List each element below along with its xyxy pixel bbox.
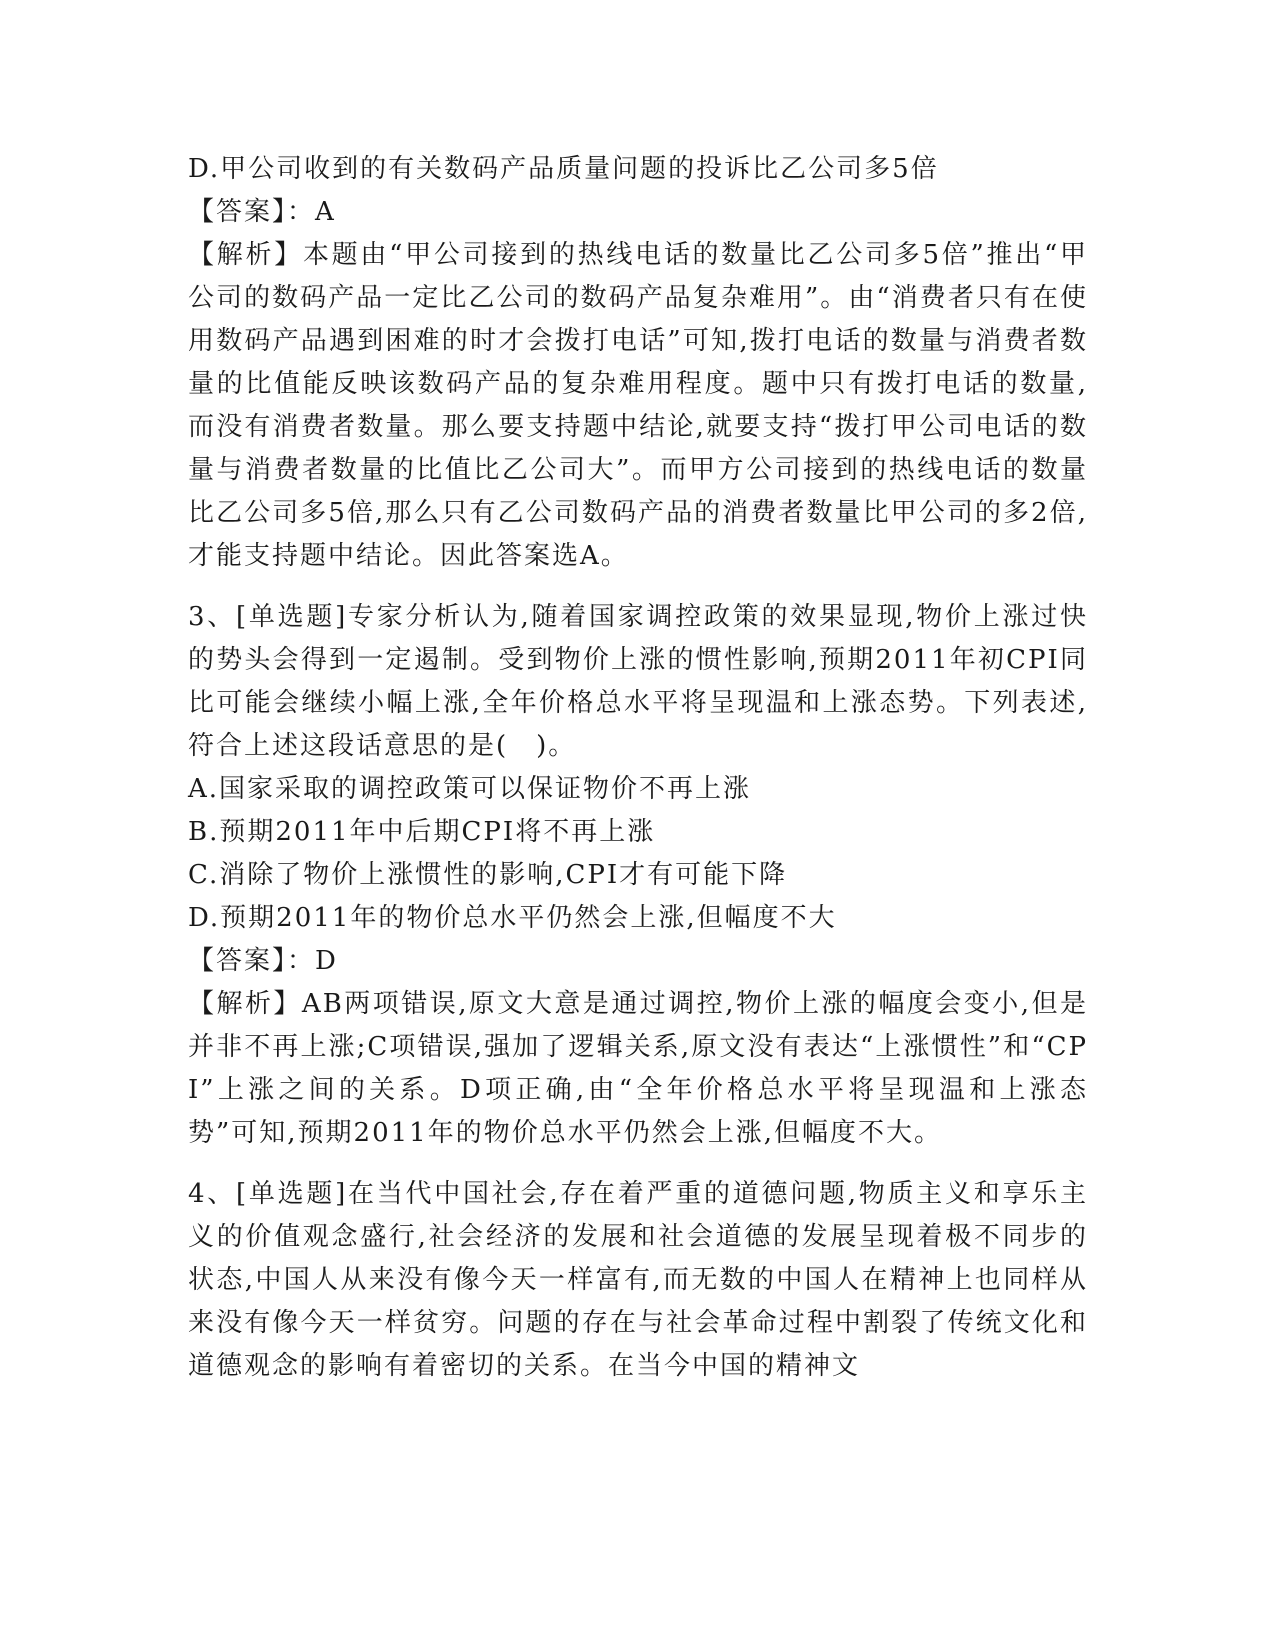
q4-stem: 4、[单选题]在当代中国社会,存在着严重的道德问题,物质主义和享乐主义的价值观念盛行,社会经济的发展和社会道德的发展呈现着极不同步的状态,中国人从来没有像今天一样富有,而无数的中国人在精神上也同样从来没有像今天一样贫穷。问题的存在与社会革命过程中割裂了传统文化和道德观念的影响有着密切的关系。在当今中国的精神文 [188, 1179, 1088, 1381]
q3-option-a: A.国家采取的调控政策可以保证物价不再上涨 [188, 774, 752, 804]
q3-stem: 3、[单选题]专家分析认为,随着国家调控政策的效果显现,物价上涨过快的势头会得到一定遏制。受到物价上涨的惯性影响,预期2011年初CPI同比可能会继续小幅上涨,全年价格总水平将呈现温和上涨态势。下列表述,符合上述这段话意思的是( )。 [188, 602, 1088, 761]
spacer [188, 1155, 1088, 1173]
spacer [188, 578, 1088, 596]
q2-option-d: D.甲公司收到的有关数码产品质量问题的投诉比乙公司多5倍 [188, 154, 939, 184]
q3-answer: 【答案】：D [188, 946, 338, 976]
q2-answer: 【答案】：A [188, 197, 336, 227]
q3-option-b: B.预期2011年中后期CPI将不再上涨 [188, 817, 656, 847]
q3-option-d: D.预期2011年的物价总水平仍然会上涨,但幅度不大 [188, 903, 837, 933]
page-content [188, 148, 1088, 1388]
q2-analysis: 【解析】本题由“甲公司接到的热线电话的数量比乙公司多5倍”推出“甲公司的数码产品一定比乙公司的数码产品复杂难用”。由“消费者只有在使用数码产品遇到困难的时才会拨打电话”可知,拨打电话的数量与消费者数量的比值能反映该数码产品的复杂难用程度。题中只有拨打电话的数量,而没有消费者数量。那么要支持题中结论,就要支持“拨打甲公司电话的数量与消费者数量的比值比乙公司大”。而甲方公司接到的热线电话的数量比乙公司多5倍,那么只有乙公司数码产品的消费者数量比甲公司的多2倍,才能支持题中结论。因此答案选A。 [188, 240, 1088, 571]
q3-analysis: 【解析】AB两项错误,原文大意是通过调控,物价上涨的幅度会变小,但是并非不再上涨;C项错误,强加了逻辑关系,原文没有表达“上涨惯性”和“CPI”上涨之间的关系。D项正确,由“全年价格总水平将呈现温和上涨态势”可知,预期2011年的物价总水平仍然会上涨,但幅度不大。 [188, 989, 1088, 1148]
q3-option-c: C.消除了物价上涨惯性的影响,CPI才有可能下降 [188, 860, 788, 890]
